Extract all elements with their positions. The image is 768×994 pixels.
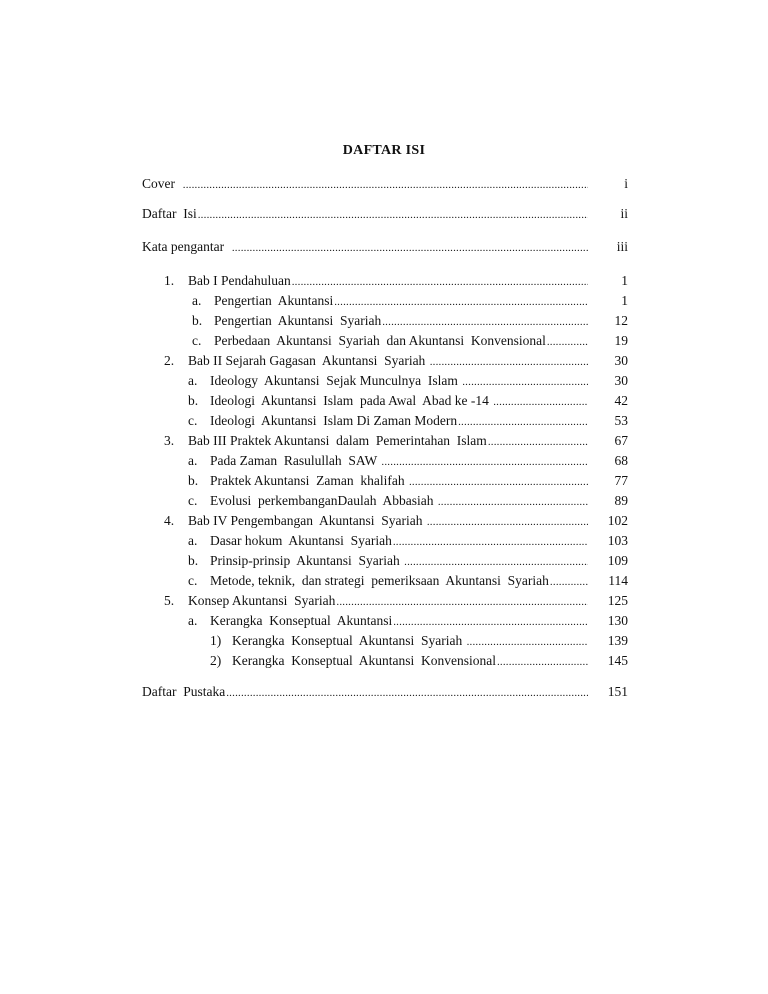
toc-entry[interactable] [142,175,588,193]
dot-leader [232,239,588,257]
toc-entry[interactable] [164,592,588,610]
toc-entry-label: Daftar Pustaka [142,684,226,699]
toc-entry-page: 145 [607,653,628,668]
toc-entry-label: Bab II Sejarah Gagasan Akuntansi Syariah [188,353,429,368]
page-title: DAFTAR ISI [342,143,426,158]
toc-entry[interactable] [164,512,588,530]
toc-entry-label: Cover [142,176,182,191]
toc-entry-number: a. [188,533,198,548]
toc-entry-page: 19 [614,333,628,348]
dot-leader [382,313,588,331]
toc-entry-label: Pengertian Akuntansi Syariah [214,313,382,328]
dot-leader [198,206,588,224]
toc-entry-page: 53 [614,413,628,428]
toc-entry-number: 2. [164,353,175,368]
toc-entry-page: 102 [607,513,628,528]
toc-entry-number: c. [192,333,202,348]
toc-entry-number: a. [188,613,198,628]
toc-entry[interactable] [192,292,588,310]
dot-leader [497,653,588,671]
toc-entry-label: Prinsip-prinsip Akuntansi Syariah [210,553,404,568]
toc-entry[interactable] [192,312,588,330]
toc-entry[interactable] [188,612,588,630]
dot-leader [404,553,588,571]
toc-entry-number: b. [188,473,199,488]
toc-entry-page: 1 [621,293,628,308]
toc-entry-page: 139 [607,633,628,648]
dot-leader [550,573,588,591]
toc-entry-label: Kerangka Konseptual Akuntansi Syariah [232,633,466,648]
toc-entry-page: 68 [614,453,628,468]
toc-entry-label: Metode, teknik, dan strategi pemeriksaan Akuntansi Syariah [210,573,549,588]
toc-entry-number: b. [188,553,199,568]
toc-entry-page: 67 [614,433,628,448]
toc-entry[interactable] [164,352,588,370]
toc-entry-page: iii [616,239,628,254]
toc-entry-number: 3. [164,433,175,448]
dot-leader [381,453,588,471]
dot-leader [334,293,588,311]
toc-entry-label: Ideologi Akuntansi Islam Di Zaman Modern [210,413,458,428]
toc-entry-page: 1 [621,273,628,288]
toc-entry[interactable] [164,432,588,450]
dot-leader [462,373,588,391]
toc-entry-page: 30 [614,373,628,388]
toc-entry-label: Kerangka Konseptual Akuntansi Konvensional [232,653,496,668]
toc-entry-label: Bab IV Pengembangan Akuntansi Syariah [188,513,426,528]
toc-entry-number: 1) [210,633,222,648]
toc-entry[interactable] [188,532,588,550]
dot-leader [438,493,588,511]
toc-entry[interactable] [192,332,588,350]
toc-entry[interactable] [164,272,588,290]
toc-entry[interactable] [188,412,588,430]
toc-entry-label: Perbedaan Akuntansi Syariah dan Akuntansi Konvensional [214,333,546,348]
dot-leader [226,684,588,702]
toc-entry-page: i [624,176,628,191]
toc-entry-label: Ideology Akuntansi Sejak Munculnya Islam [210,373,462,388]
toc-entry-number: 1. [164,273,175,288]
dot-leader [336,593,588,611]
toc-entry[interactable] [142,205,588,223]
toc-entry-label: Pengertian Akuntansi [214,293,334,308]
dot-leader [467,633,588,651]
toc-entry-label: Kerangka Konseptual Akuntansi [210,613,393,628]
toc-entry[interactable] [188,372,588,390]
toc-entry-page: 30 [614,353,628,368]
toc-entry-number: b. [188,393,199,408]
toc-entry[interactable] [188,392,588,410]
toc-entry-label: Konsep Akuntansi Syariah [188,593,336,608]
toc-entry-number: 2) [210,653,222,668]
toc-entry-page: ii [620,206,628,221]
toc-entry-page: 130 [607,613,628,628]
dot-leader [493,393,588,411]
toc-entry-page: 125 [607,593,628,608]
toc-entry-page: 109 [607,553,628,568]
toc-entry-page: 103 [607,533,628,548]
toc-entry[interactable] [188,452,588,470]
toc-entry-number: c. [188,573,198,588]
toc-entry-label: Bab III Praktek Akuntansi dalam Pemerintahan Islam [188,433,487,448]
toc-entry-number: c. [188,493,198,508]
dot-leader [292,273,588,291]
toc-entry-page: 89 [614,493,628,508]
dot-leader [393,533,588,551]
toc-entry[interactable] [188,472,588,490]
toc-entry[interactable] [188,572,588,590]
toc-entry-number: a. [192,293,202,308]
toc-entry-label: Kata pengantar [142,239,231,254]
toc-entry-number: 4. [164,513,175,528]
toc-entry-number: a. [188,453,198,468]
toc-entry-number: 5. [164,593,175,608]
dot-leader [183,176,588,194]
dot-leader [547,333,588,351]
toc-entry-label: Evolusi perkembanganDaulah Abbasiah [210,493,437,508]
toc-entry-page: 42 [614,393,628,408]
toc-entry-page: 114 [608,573,628,588]
toc-entry-label: Daftar Isi [142,206,197,221]
dot-leader [409,473,588,491]
toc-entry-number: c. [188,413,198,428]
dot-leader [488,433,588,451]
toc-entry[interactable] [188,492,588,510]
toc-entry[interactable] [188,552,588,570]
toc-entry-number: a. [188,373,198,388]
dot-leader [393,613,588,631]
toc-entry-label: Bab I Pendahuluan [188,273,291,288]
toc-entry[interactable] [142,238,588,256]
toc-entry-page: 12 [614,313,628,328]
toc-entry[interactable] [142,683,588,701]
dot-leader [430,353,588,371]
toc-entry-page: 151 [607,684,628,699]
toc-entry-number: b. [192,313,203,328]
toc-entry[interactable] [210,652,588,670]
toc-entry-label: Ideologi Akuntansi Islam pada Awal Abad ke -14 [210,393,493,408]
toc-entry-page: 77 [614,473,628,488]
toc-entry-label: Praktek Akuntansi Zaman khalifah [210,473,408,488]
toc-entry-label: Dasar hokum Akuntansi Syariah [210,533,392,548]
toc-entry[interactable] [210,632,588,650]
dot-leader [458,413,588,431]
dot-leader [427,513,588,531]
toc-entry-label: Pada Zaman Rasulullah SAW [210,453,381,468]
